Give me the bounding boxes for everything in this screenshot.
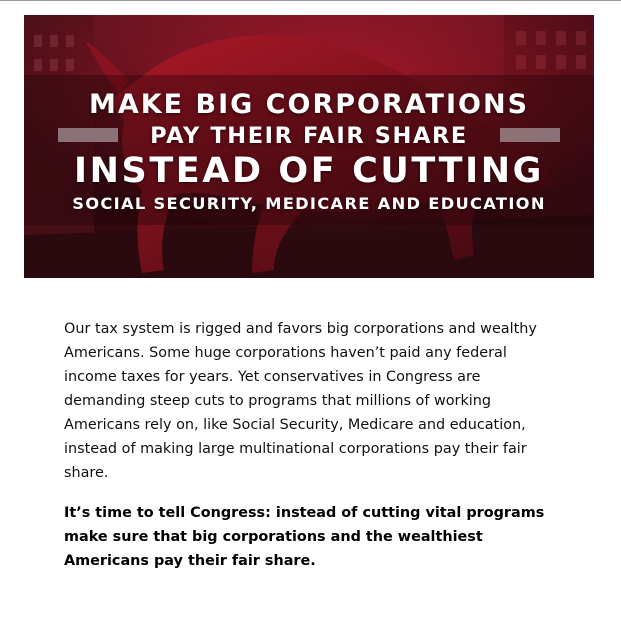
call-to-action-text: It’s time to tell Congress: instead of cutting vital programs make sure that big corporations and the wealthiest Americans pay their fair share. (64, 505, 545, 569)
banner-line-4: SOCIAL SECURITY, MEDICARE AND EDUCATION (72, 194, 546, 213)
banner-line-3: INSTEAD OF CUTTING (74, 151, 544, 191)
body-paragraph-text: Our tax system is rigged and favors big corporations and wealthy Americans. Some huge corporations haven’t paid any federal income taxes for years. Yet conservatives in Congress are demanding steep cuts to programs that millions of working Americans rely on, like Social Security, Medicare and education, instead of making large multinational corporations pay their fair share. (64, 321, 537, 481)
banner-line-2: PAY THEIR FAIR SHARE (150, 123, 468, 149)
banner-line-1: MAKE BIG CORPORATIONS (88, 89, 530, 120)
body-paragraph (64, 317, 564, 485)
hero-banner-image (24, 15, 594, 278)
